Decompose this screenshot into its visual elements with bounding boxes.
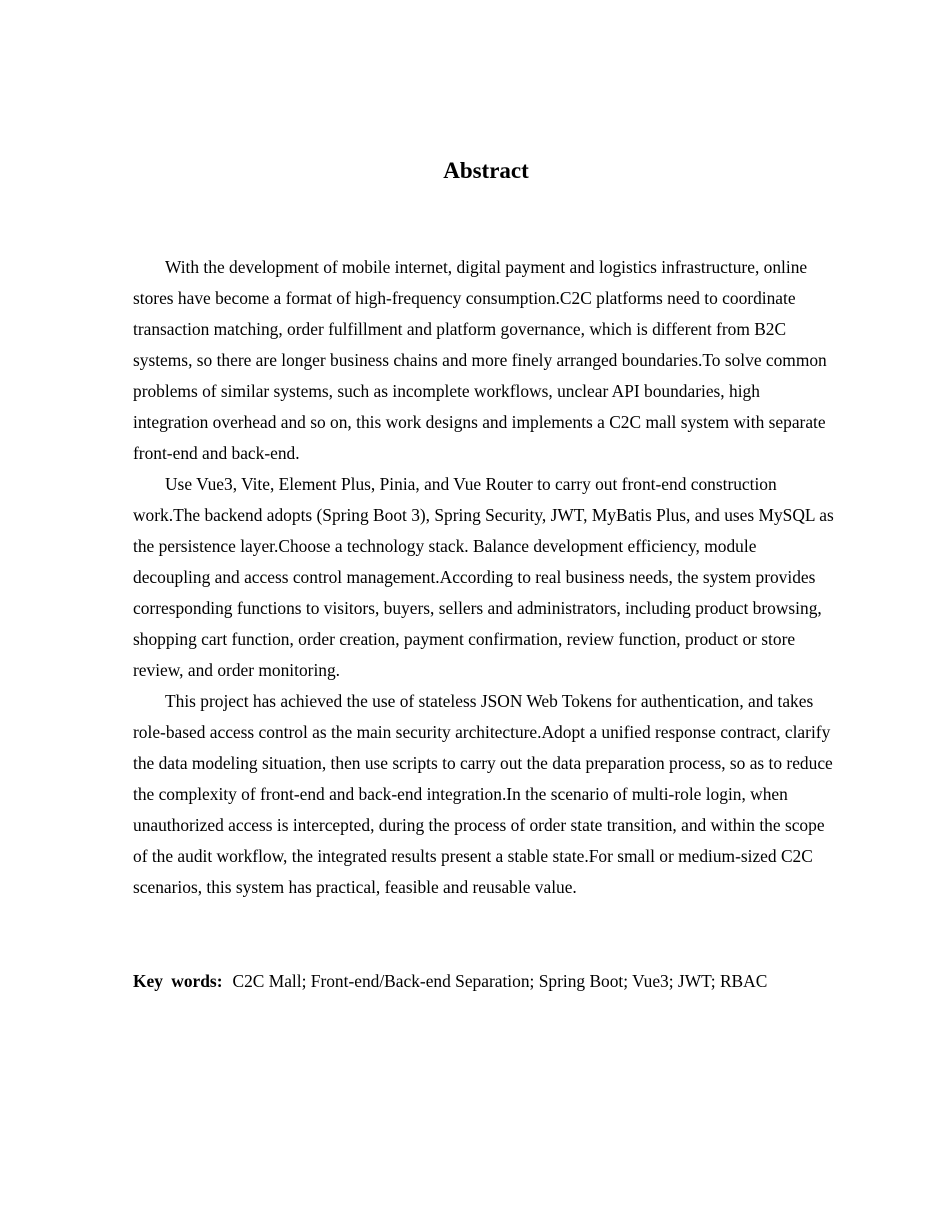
abstract-title: Abstract xyxy=(443,158,529,183)
abstract-paragraph-2: Use Vue3, Vite, Element Plus, Pinia, and Vue Router to carry out front-end construction work.The backend adopts (Spring Boot 3), Spring Security, JWT, MyBatis Plus, and uses MySQL as the persistence layer.Choose a technology stack. Balance development efficiency, module decoupling and access control management.According to real business needs, the system provides corresponding functions to visitors, buyers, sellers and administrators, including product browsing, shopping cart function, order creation, payment confirmation, review function, product or store review, and order monitoring. xyxy=(133,474,834,680)
abstract-paragraph-1: With the development of mobile internet, digital payment and logistics infrastructure, online stores have become a format of high-frequency consumption.C2C platforms need to coordinate transaction matching, order fulfillment and platform governance, which is different from B2C systems, so there are longer business chains and more finely arranged boundaries.To solve common problems of similar systems, such as incomplete workflows, unclear API boundaries, high integration overhead and so on, this work designs and implements a C2C mall system with separate front-end and back-end. xyxy=(133,257,827,463)
keywords-line xyxy=(133,966,838,997)
abstract-body xyxy=(133,252,838,903)
keywords-list: C2C Mall; Front-end/Back-end Separation; Spring Boot; Vue3; JWT; RBAC xyxy=(232,971,768,991)
keywords-label: Key words: xyxy=(133,971,223,991)
abstract-paragraph-3: This project has achieved the use of stateless JSON Web Tokens for authentication, and takes role-based access control as the main security architecture.Adopt a unified response contract, clarify the data modeling situation, then use scripts to carry out the data preparation process, so as to reduce the complexity of front-end and back-end integration.In the scenario of multi-role login, when unauthorized access is intercepted, during the process of order state transition, and within the scope of the audit workflow, the integrated results present a stable state.For small or medium-sized C2C scenarios, this system has practical, feasible and reusable value. xyxy=(133,691,833,897)
